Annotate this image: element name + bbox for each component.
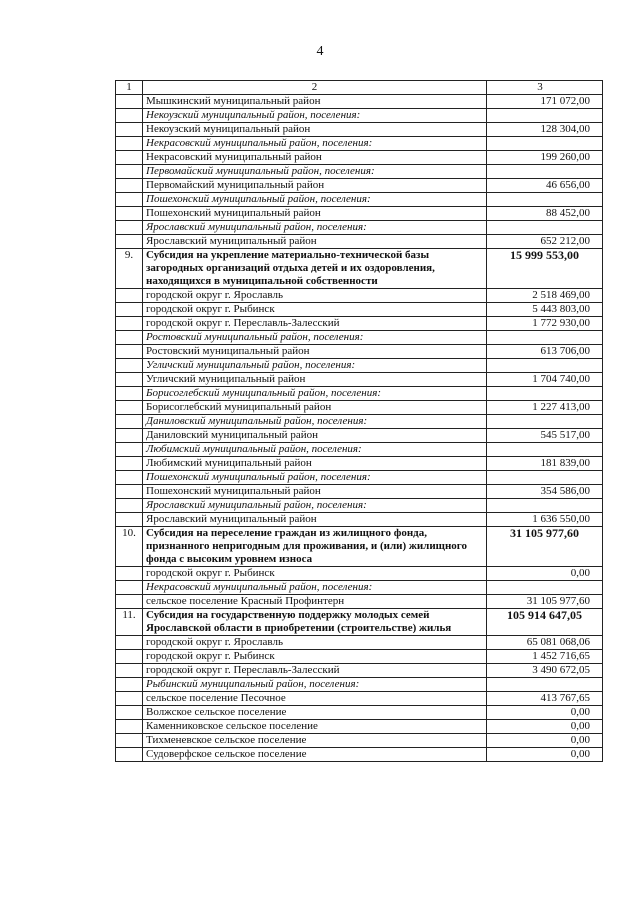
row-name: Любимский муниципальный район <box>143 457 487 471</box>
row-amount: 31 105 977,60 <box>487 527 603 567</box>
row-name: сельское поселение Красный Профинтерн <box>143 595 487 609</box>
row-name: Угличский муниципальный район <box>143 373 487 387</box>
table-row <box>116 207 603 221</box>
table-row <box>116 429 603 443</box>
row-name: Даниловский муниципальный район, поселения: <box>143 415 487 429</box>
district-heading-row <box>116 471 603 485</box>
row-amount <box>487 415 603 429</box>
row-name: Некоузский муниципальный район, поселения: <box>143 109 487 123</box>
row-amount <box>487 109 603 123</box>
table-row <box>116 235 603 249</box>
row-name: Ростовский муниципальный район <box>143 345 487 359</box>
row-name: Первомайский муниципальный район <box>143 179 487 193</box>
row-number <box>116 485 143 499</box>
row-name: Некрасовский муниципальный район <box>143 151 487 165</box>
row-name: Некрасовский муниципальный район, поселения: <box>143 137 487 151</box>
table-row <box>116 303 603 317</box>
district-heading-row <box>116 387 603 401</box>
row-name: городской округ г. Переславль-Залесский <box>143 317 487 331</box>
row-name: Борисоглебский муниципальный район <box>143 401 487 415</box>
table-row <box>116 513 603 527</box>
row-name: Угличский муниципальный район, поселения: <box>143 359 487 373</box>
row-number <box>116 137 143 151</box>
header-col-2: 2 <box>143 81 487 95</box>
row-name: Даниловский муниципальный район <box>143 429 487 443</box>
row-number <box>116 581 143 595</box>
row-number <box>116 289 143 303</box>
row-number <box>116 123 143 137</box>
row-number <box>116 471 143 485</box>
table-row <box>116 706 603 720</box>
row-number: 11. <box>116 609 143 636</box>
row-amount: 613 706,00 <box>487 345 603 359</box>
district-heading-row <box>116 415 603 429</box>
table-row <box>116 373 603 387</box>
district-heading-row <box>116 193 603 207</box>
row-number <box>116 303 143 317</box>
row-number <box>116 415 143 429</box>
row-number <box>116 165 143 179</box>
row-amount <box>487 221 603 235</box>
section-row <box>116 609 603 636</box>
header-row <box>116 81 603 95</box>
row-number <box>116 401 143 415</box>
row-amount: 105 914 647,05 <box>487 609 603 636</box>
row-amount: 171 072,00 <box>487 95 603 109</box>
row-amount <box>487 499 603 513</box>
row-amount: 46 656,00 <box>487 179 603 193</box>
page-number: 4 <box>316 44 324 59</box>
section-row <box>116 527 603 567</box>
row-amount <box>487 443 603 457</box>
row-amount: 1 704 740,00 <box>487 373 603 387</box>
row-name: Ярославский муниципальный район, поселения: <box>143 221 487 235</box>
row-name: Пошехонский муниципальный район <box>143 207 487 221</box>
row-amount <box>487 678 603 692</box>
row-name: Судоверфское сельское поселение <box>143 748 487 762</box>
table-row <box>116 179 603 193</box>
row-amount: 88 452,00 <box>487 207 603 221</box>
row-amount: 0,00 <box>487 734 603 748</box>
row-number <box>116 345 143 359</box>
table-row <box>116 734 603 748</box>
row-name: городской округ г. Ярославль <box>143 636 487 650</box>
row-name: сельское поселение Песочное <box>143 692 487 706</box>
table-row <box>116 636 603 650</box>
table-row <box>116 720 603 734</box>
row-name: Волжское сельское поселение <box>143 706 487 720</box>
row-number <box>116 650 143 664</box>
row-amount: 199 260,00 <box>487 151 603 165</box>
header-col-3: 3 <box>487 81 603 95</box>
row-name: Любимский муниципальный район, поселения: <box>143 443 487 457</box>
row-name: Пошехонский муниципальный район <box>143 485 487 499</box>
row-number <box>116 499 143 513</box>
row-amount: 354 586,00 <box>487 485 603 499</box>
subsidy-table <box>115 80 603 762</box>
row-amount <box>487 193 603 207</box>
row-number <box>116 443 143 457</box>
table-row <box>116 595 603 609</box>
row-name: Ярославский муниципальный район <box>143 235 487 249</box>
row-number <box>116 193 143 207</box>
row-number <box>116 95 143 109</box>
row-amount: 5 443 803,00 <box>487 303 603 317</box>
row-number <box>116 706 143 720</box>
row-amount: 31 105 977,60 <box>487 595 603 609</box>
table-row <box>116 664 603 678</box>
table-row <box>116 317 603 331</box>
row-number <box>116 429 143 443</box>
row-amount <box>487 331 603 345</box>
table-row <box>116 485 603 499</box>
row-name: городской округ г. Рыбинск <box>143 567 487 581</box>
table-row <box>116 567 603 581</box>
row-number <box>116 692 143 706</box>
row-number <box>116 359 143 373</box>
row-number: 10. <box>116 527 143 567</box>
row-name: Первомайский муниципальный район, поселения: <box>143 165 487 179</box>
row-number: 9. <box>116 249 143 289</box>
row-number <box>116 207 143 221</box>
district-heading-row <box>116 165 603 179</box>
row-name: Некоузский муниципальный район <box>143 123 487 137</box>
row-amount: 1 772 930,00 <box>487 317 603 331</box>
table-row <box>116 401 603 415</box>
row-amount: 65 081 068,06 <box>487 636 603 650</box>
row-number <box>116 151 143 165</box>
row-amount <box>487 581 603 595</box>
row-amount <box>487 137 603 151</box>
table-row <box>116 692 603 706</box>
table-row <box>116 95 603 109</box>
row-amount: 413 767,65 <box>487 692 603 706</box>
row-amount: 3 490 672,05 <box>487 664 603 678</box>
row-number <box>116 317 143 331</box>
section-row <box>116 249 603 289</box>
row-number <box>116 748 143 762</box>
row-name: городской округ г. Ярославль <box>143 289 487 303</box>
row-amount: 652 212,00 <box>487 235 603 249</box>
row-name: Борисоглебский муниципальный район, поселения: <box>143 387 487 401</box>
row-name: городской округ г. Переславль-Залесский <box>143 664 487 678</box>
row-amount: 181 839,00 <box>487 457 603 471</box>
district-heading-row <box>116 109 603 123</box>
row-name: городской округ г. Рыбинск <box>143 303 487 317</box>
row-name: Субсидия на государственную поддержку молодых семей Ярославской области в приобретении (строительстве) жилья <box>143 609 487 636</box>
row-amount: 545 517,00 <box>487 429 603 443</box>
row-name: Рыбинский муниципальный район, поселения: <box>143 678 487 692</box>
row-amount <box>487 471 603 485</box>
row-amount: 0,00 <box>487 567 603 581</box>
row-name: Ростовский муниципальный район, поселения: <box>143 331 487 345</box>
district-heading-row <box>116 331 603 345</box>
row-number <box>116 373 143 387</box>
header-col-1: 1 <box>116 81 143 95</box>
table-row <box>116 123 603 137</box>
table-row <box>116 345 603 359</box>
row-amount <box>487 165 603 179</box>
row-name: Субсидия на укрепление материально-технической базы загородных организаций отдыха детей и их оздоровления, находящихся в муниципальной собственности <box>143 249 487 289</box>
row-number <box>116 664 143 678</box>
row-amount: 0,00 <box>487 706 603 720</box>
district-heading-row <box>116 359 603 373</box>
table-row <box>116 289 603 303</box>
row-number <box>116 179 143 193</box>
row-number <box>116 221 143 235</box>
row-amount: 1 452 716,65 <box>487 650 603 664</box>
row-number <box>116 636 143 650</box>
row-name: Субсидия на переселение граждан из жилищного фонда, признанного непригодным для проживания, и (или) жилищного фонда с высоким уровнем износа <box>143 527 487 567</box>
row-amount: 128 304,00 <box>487 123 603 137</box>
row-amount: 1 636 550,00 <box>487 513 603 527</box>
row-number <box>116 235 143 249</box>
row-amount: 1 227 413,00 <box>487 401 603 415</box>
row-amount <box>487 387 603 401</box>
row-amount: 2 518 469,00 <box>487 289 603 303</box>
row-number <box>116 387 143 401</box>
district-heading-row <box>116 137 603 151</box>
row-amount: 0,00 <box>487 720 603 734</box>
row-number <box>116 720 143 734</box>
row-amount: 0,00 <box>487 748 603 762</box>
row-number <box>116 513 143 527</box>
row-number <box>116 567 143 581</box>
district-heading-row <box>116 443 603 457</box>
table-row <box>116 748 603 762</box>
district-heading-row <box>116 581 603 595</box>
subsidy-table-body <box>116 81 603 762</box>
row-number <box>116 457 143 471</box>
district-heading-row <box>116 678 603 692</box>
row-number <box>116 678 143 692</box>
row-name: Некрасовский муниципальный район, поселения: <box>143 581 487 595</box>
row-name: Каменниковское сельское поселение <box>143 720 487 734</box>
row-name: Мышкинский муниципальный район <box>143 95 487 109</box>
row-number <box>116 331 143 345</box>
row-number <box>116 595 143 609</box>
row-name: Пошехонский муниципальный район, поселения: <box>143 471 487 485</box>
district-heading-row <box>116 499 603 513</box>
row-amount <box>487 359 603 373</box>
row-name: Тихменевское сельское поселение <box>143 734 487 748</box>
row-number <box>116 734 143 748</box>
district-heading-row <box>116 221 603 235</box>
table-row <box>116 457 603 471</box>
row-name: Ярославский муниципальный район <box>143 513 487 527</box>
table-row <box>116 650 603 664</box>
table-row <box>116 151 603 165</box>
row-name: Пошехонский муниципальный район, поселения: <box>143 193 487 207</box>
row-name: Ярославский муниципальный район, поселения: <box>143 499 487 513</box>
row-amount: 15 999 553,00 <box>487 249 603 289</box>
row-number <box>116 109 143 123</box>
row-name: городской округ г. Рыбинск <box>143 650 487 664</box>
